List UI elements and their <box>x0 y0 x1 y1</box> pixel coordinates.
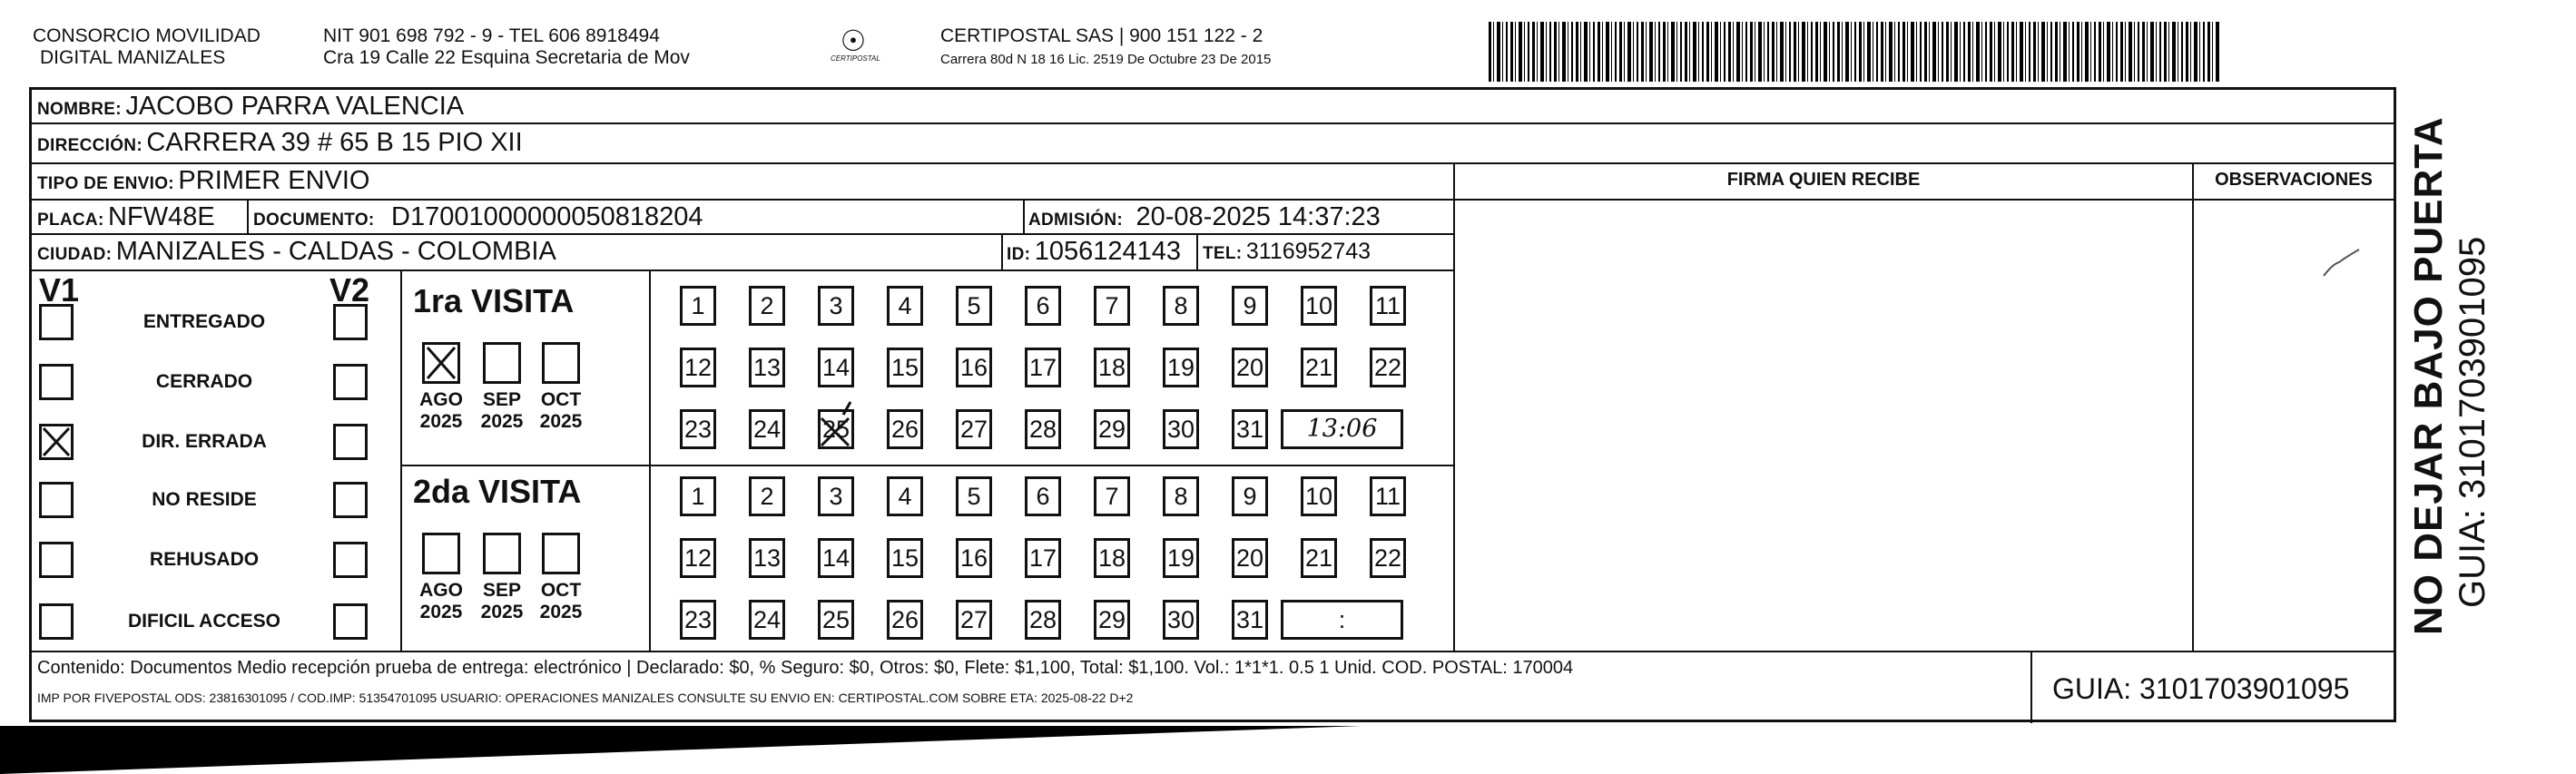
day-box[interactable]: 21 <box>1301 348 1337 387</box>
v2-checkbox[interactable] <box>333 603 368 640</box>
v1-heading: V1 <box>39 271 80 309</box>
x-mark-icon <box>42 426 71 457</box>
direccion-row <box>37 128 523 162</box>
admision-label: ADMISIÓN: <box>1028 211 1124 230</box>
day-box[interactable]: 18 <box>1094 538 1130 578</box>
v2-checkbox[interactable] <box>333 424 368 460</box>
day-box[interactable]: 11 <box>1370 286 1406 326</box>
year-label: 2025 <box>539 602 583 622</box>
day-box[interactable]: 22 <box>1370 348 1406 387</box>
month-label: SEP <box>482 389 522 410</box>
v1-checkbox[interactable] <box>39 424 74 460</box>
day-box[interactable]: 25 <box>818 600 854 640</box>
ciudad-value: MANIZALES - CALDAS - COLOMBIA <box>115 237 556 266</box>
placa-label: PLACA: <box>37 211 104 230</box>
status-label: NO RESIDE <box>152 489 257 510</box>
nombre-value: JACOBO PARRA VALENCIA <box>125 92 465 121</box>
day-box[interactable]: 9 <box>1232 286 1268 326</box>
day-box[interactable]: 16 <box>956 538 992 578</box>
footer-impresion: IMP POR FIVEPOSTAL ODS: 23816301095 / COD.IMP: 51354701095 USUARIO: OPERACIONES MANIZALES CONSULTE SU ENVIO EN: CERTIPOSTAL.COM SOBRE ETA: 2025-08-22 D+2 <box>37 691 1134 705</box>
status-label: DIR. ERRADA <box>142 431 267 452</box>
day-box[interactable]: 11 <box>1370 476 1406 516</box>
company-name-line2: DIGITAL MANIZALES <box>40 47 226 68</box>
day-box[interactable]: 29 <box>1094 600 1130 640</box>
day-box[interactable]: 5 <box>956 286 992 326</box>
year-label: 2025 <box>419 602 463 622</box>
day-box[interactable]: 26 <box>887 600 923 640</box>
day-box[interactable]: 1 <box>680 476 716 516</box>
month-label: AGO <box>419 389 463 410</box>
logo-text: CERTIPOSTAL <box>831 54 880 63</box>
tel-cell <box>1203 237 1371 269</box>
v1-checkbox[interactable] <box>39 304 74 340</box>
month-label: AGO <box>419 580 463 601</box>
certipostal-logo <box>831 24 880 78</box>
visit1-title: 1ra VISITA <box>413 282 575 319</box>
direccion-value: CARRERA 39 # 65 B 15 PIO XII <box>146 128 523 157</box>
v2-heading: V2 <box>329 271 370 309</box>
day-box[interactable]: 27 <box>956 600 992 640</box>
tel-value: 3116952743 <box>1245 239 1372 264</box>
time-box[interactable]: : <box>1281 600 1403 640</box>
documento-label: DOCUMENTO: <box>253 211 375 230</box>
year-label: 2025 <box>419 411 463 432</box>
guia-number: GUIA: 3101703901095 <box>2052 672 2350 705</box>
ciudad-cell <box>37 237 556 270</box>
v2-checkbox[interactable] <box>333 542 368 578</box>
day-box[interactable]: 12 <box>680 348 716 387</box>
v2-checkbox[interactable] <box>333 364 368 400</box>
admision-value: 20-08-2025 14:37:23 <box>1136 202 1381 231</box>
v2-checkbox[interactable] <box>333 304 368 340</box>
tel-label: TEL: <box>1203 244 1243 263</box>
day-box[interactable]: 23 <box>680 600 716 640</box>
day-box[interactable]: 30 <box>1163 409 1199 449</box>
logo-mark-icon: ☉ <box>840 24 867 58</box>
day-box[interactable]: 24 <box>749 409 785 449</box>
day-box[interactable]: 25 <box>818 409 854 449</box>
nombre-label: NOMBRE: <box>37 100 122 119</box>
day-box[interactable]: 16 <box>956 348 992 387</box>
year-label: 2025 <box>480 411 524 432</box>
direccion-label: DIRECCIÓN: <box>37 136 143 155</box>
day-box[interactable]: 15 <box>887 538 923 578</box>
address-line: Cra 19 Calle 22 Esquina Secretaria de Mov <box>323 47 690 68</box>
id-label: ID: <box>1007 245 1031 264</box>
status-label: DIFICIL ACCESO <box>127 611 280 632</box>
day-box[interactable]: 29 <box>1094 409 1130 449</box>
day-box[interactable]: 4 <box>887 476 923 516</box>
id-cell <box>1007 237 1181 270</box>
day-box[interactable]: 10 <box>1301 286 1337 326</box>
day-box[interactable]: 7 <box>1094 476 1130 516</box>
delivery-form <box>29 87 2396 722</box>
visit2-title: 2da VISITA <box>413 473 582 510</box>
carrier-line: CERTIPOSTAL SAS | 900 151 122 - 2 <box>940 25 1263 46</box>
day-box[interactable]: 5 <box>956 476 992 516</box>
firma-title: FIRMA QUIEN RECIBE <box>1726 170 1921 190</box>
v1-checkbox[interactable] <box>39 542 74 578</box>
v1-checkbox[interactable] <box>39 603 74 640</box>
day-box[interactable]: 13 <box>749 538 785 578</box>
day-box[interactable]: 10 <box>1301 476 1337 516</box>
day-box[interactable]: 20 <box>1232 538 1268 578</box>
month-checkbox[interactable] <box>542 533 580 574</box>
signature-mark <box>2319 244 2365 280</box>
v1-checkbox[interactable] <box>39 364 74 400</box>
day-box[interactable]: 27 <box>956 409 992 449</box>
day-box[interactable]: 14 <box>818 538 854 578</box>
day-box[interactable]: 19 <box>1163 348 1199 387</box>
status-label: ENTREGADO <box>143 311 266 332</box>
day-box[interactable]: 4 <box>887 286 923 326</box>
side-guia: GUIA: 3101703901095 <box>2453 236 2492 608</box>
day-box[interactable]: 2 <box>749 286 785 326</box>
time-box[interactable]: 13:06 <box>1281 409 1403 449</box>
day-box[interactable]: 2 <box>749 476 785 516</box>
day-box[interactable]: 1 <box>680 286 716 326</box>
placa-cell <box>37 202 215 236</box>
day-box[interactable]: 20 <box>1232 348 1268 387</box>
day-box[interactable]: 30 <box>1163 600 1199 640</box>
month-checkbox[interactable] <box>483 342 521 384</box>
x-mark-icon <box>816 400 856 453</box>
carrier-address: Carrera 80d N 18 16 Lic. 2519 De Octubre 23 De 2015 <box>940 52 1272 67</box>
day-box[interactable]: 8 <box>1163 476 1199 516</box>
day-box[interactable]: 13 <box>749 348 785 387</box>
admision-cell <box>1028 202 1381 236</box>
day-box[interactable]: 17 <box>1025 348 1061 387</box>
month-checkbox[interactable] <box>483 533 521 574</box>
day-box[interactable]: 31 <box>1232 409 1268 449</box>
day-box[interactable]: 28 <box>1025 409 1061 449</box>
month-label: OCT <box>540 580 582 601</box>
day-box[interactable]: 31 <box>1232 600 1268 640</box>
documento-value: D17001000000050818204 <box>391 202 703 231</box>
id-value: 1056124143 <box>1034 237 1181 266</box>
barcode <box>1489 22 2219 82</box>
documento-cell <box>253 202 703 236</box>
day-box[interactable]: 3 <box>818 476 854 516</box>
day-box[interactable]: 24 <box>749 600 785 640</box>
day-box[interactable]: 8 <box>1163 286 1199 326</box>
status-label: CERRADO <box>155 371 253 392</box>
day-box[interactable]: 18 <box>1094 348 1130 387</box>
side-label <box>2405 91 2492 635</box>
day-box[interactable]: 3 <box>818 286 854 326</box>
day-box[interactable]: 17 <box>1025 538 1061 578</box>
company-name-line1: CONSORCIO MOVILIDAD <box>33 25 261 46</box>
month-checkbox[interactable] <box>542 342 580 384</box>
day-box[interactable]: 14 <box>818 348 854 387</box>
side-warning: NO DEJAR BAJO PUERTA <box>2406 116 2451 635</box>
day-box[interactable]: 6 <box>1025 476 1061 516</box>
day-box[interactable]: 23 <box>680 409 716 449</box>
month-checkbox[interactable] <box>422 533 460 574</box>
year-label: 2025 <box>480 602 524 622</box>
month-checkbox[interactable] <box>422 342 460 384</box>
year-label: 2025 <box>539 411 583 432</box>
footer-contenido: Contenido: Documentos Medio recepción prueba de entrega: electrónico | Declarado: $0, % Seguro: $0, Otros: $0, Flete: $1,100, Total: $1,100. Vol.: 1*1*1. 0.5 1 Unid. COD. POSTAL: 170004 <box>37 658 1574 678</box>
v1-checkbox[interactable] <box>39 482 74 518</box>
v2-checkbox[interactable] <box>333 482 368 518</box>
ciudad-label: CIUDAD: <box>37 245 113 264</box>
day-box[interactable]: 26 <box>887 409 923 449</box>
day-box[interactable]: 21 <box>1301 538 1337 578</box>
month-label: OCT <box>540 389 582 410</box>
nit-line: NIT 901 698 792 - 9 - TEL 606 8918494 <box>323 25 660 46</box>
observaciones-title: OBSERVACIONES <box>2215 170 2373 190</box>
day-box[interactable]: 7 <box>1094 286 1130 326</box>
tipo-envio-label: TIPO DE ENVIO: <box>37 174 174 193</box>
scan-shadow <box>0 726 1362 774</box>
nombre-row <box>37 92 464 125</box>
x-mark-icon <box>425 345 457 381</box>
month-label: SEP <box>482 580 522 601</box>
day-box[interactable]: 9 <box>1232 476 1268 516</box>
tipo-envio-row <box>37 166 370 200</box>
day-box[interactable]: 28 <box>1025 600 1061 640</box>
tipo-envio-value: PRIMER ENVIO <box>178 166 370 195</box>
day-box[interactable]: 6 <box>1025 286 1061 326</box>
day-box[interactable]: 12 <box>680 538 716 578</box>
day-box[interactable]: 22 <box>1370 538 1406 578</box>
day-box[interactable]: 15 <box>887 348 923 387</box>
day-box[interactable]: 19 <box>1163 538 1199 578</box>
placa-value: NFW48E <box>108 202 215 231</box>
status-label: REHUSADO <box>149 549 260 570</box>
